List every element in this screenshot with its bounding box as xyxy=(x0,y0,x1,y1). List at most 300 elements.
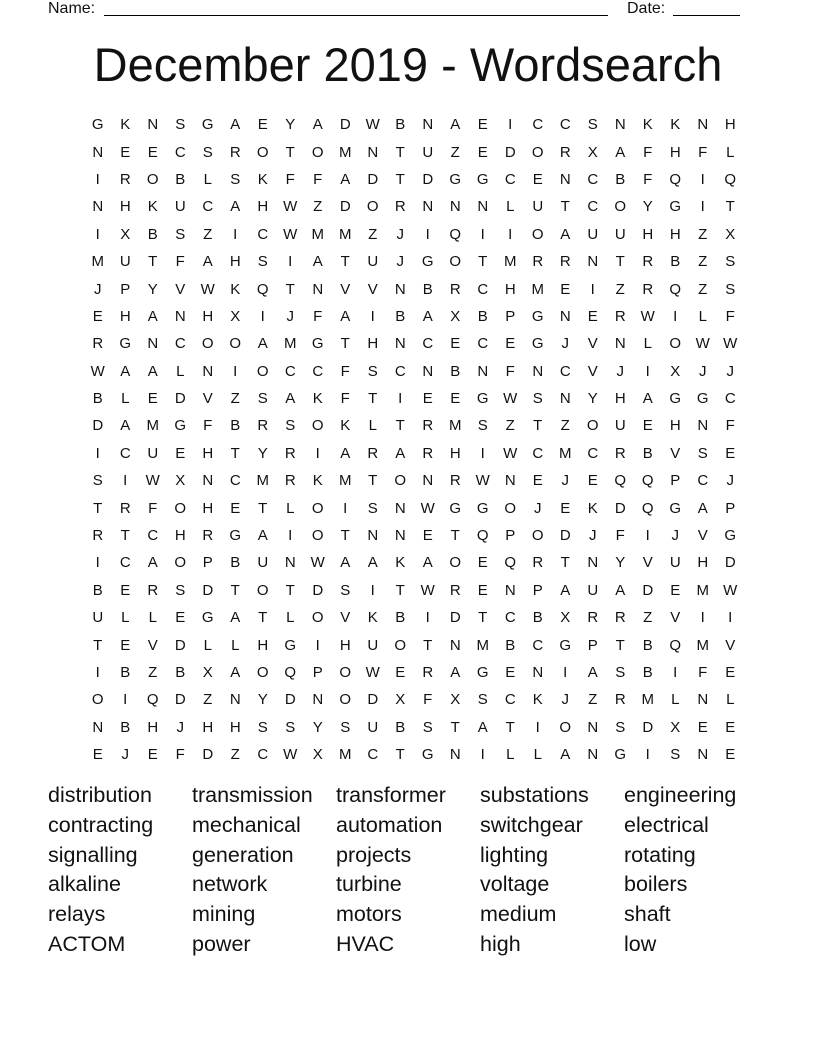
grid-letter: A xyxy=(312,253,323,271)
grid-letter: P xyxy=(505,307,516,325)
grid-letter: S xyxy=(725,253,736,271)
grid-letter: I xyxy=(95,170,100,188)
grid-letter: Z xyxy=(505,417,515,435)
grid-letter: I xyxy=(315,636,320,654)
word-item: switchgear xyxy=(480,812,583,837)
grid-letter: V xyxy=(367,280,378,298)
grid-letter: I xyxy=(590,280,595,298)
grid-letter: T xyxy=(285,280,295,298)
grid-letter: A xyxy=(147,362,158,380)
grid-letter: B xyxy=(395,116,406,134)
grid-letter: W xyxy=(283,198,298,216)
grid-letter: F xyxy=(643,143,653,161)
grid-letter: T xyxy=(615,253,625,271)
grid-letter: C xyxy=(504,691,516,709)
grid-letter: H xyxy=(339,636,351,654)
grid-letter: R xyxy=(229,143,241,161)
grid-letter: I xyxy=(95,444,100,462)
grid-letter: P xyxy=(505,527,516,545)
grid-letter: T xyxy=(258,499,268,517)
grid-letter: W xyxy=(145,472,160,490)
grid-letter: G xyxy=(476,390,489,408)
grid-letter: D xyxy=(202,581,214,599)
grid-letter: I xyxy=(123,691,128,709)
grid-letter: E xyxy=(175,609,186,627)
grid-letter: W xyxy=(503,444,518,462)
grid-letter: B xyxy=(230,554,241,572)
grid-letter: O xyxy=(201,335,214,353)
grid-letter: E xyxy=(697,718,708,736)
grid-letter: A xyxy=(395,444,406,462)
grid-letter: R xyxy=(422,417,434,435)
grid-letter: Q xyxy=(724,170,737,188)
grid-letter: W xyxy=(365,116,380,134)
grid-letter: S xyxy=(257,390,268,408)
grid-letter: N xyxy=(422,198,434,216)
grid-letter: N xyxy=(312,691,324,709)
grid-letter: O xyxy=(311,499,324,517)
grid-letter: N xyxy=(422,362,434,380)
grid-letter: R xyxy=(642,280,654,298)
grid-letter: U xyxy=(367,253,379,271)
grid-letter: N xyxy=(532,362,544,380)
grid-letter: D xyxy=(202,746,214,764)
grid-letter: Y xyxy=(587,390,598,408)
word-item: medium xyxy=(480,902,557,927)
grid-letter: Z xyxy=(588,691,598,709)
grid-letter: R xyxy=(422,664,434,681)
grid-letter: W xyxy=(640,307,655,325)
grid-letter: G xyxy=(614,746,627,764)
grid-letter: D xyxy=(339,116,351,134)
grid-letter: S xyxy=(285,718,296,736)
grid-letter: J xyxy=(396,253,404,271)
grid-letter: E xyxy=(477,116,488,134)
grid-letter: N xyxy=(504,472,516,490)
grid-letter: L xyxy=(671,691,680,709)
grid-letter: Z xyxy=(698,280,708,298)
grid-letter: B xyxy=(450,362,461,380)
grid-letter: R xyxy=(202,527,214,545)
grid-row xyxy=(84,714,744,741)
grid-letter: I xyxy=(563,664,568,681)
grid-letter: D xyxy=(339,198,351,216)
grid-letter: N xyxy=(92,718,104,736)
grid-letter: N xyxy=(559,170,571,188)
grid-letter: N xyxy=(559,307,571,325)
grid-letter: L xyxy=(203,170,212,188)
grid-letter: Q xyxy=(669,170,682,188)
grid-letter: A xyxy=(615,143,626,161)
grid-letter: S xyxy=(587,116,598,134)
grid-letter: C xyxy=(559,116,571,134)
grid-letter: T xyxy=(505,718,515,736)
grid-letter: C xyxy=(587,198,599,216)
grid-letter: N xyxy=(229,691,241,709)
grid-letter: T xyxy=(450,718,460,736)
grid-letter: R xyxy=(614,691,626,709)
grid-letter: E xyxy=(92,746,103,764)
grid-letter: A xyxy=(230,116,241,134)
grid-letter: G xyxy=(696,390,709,408)
grid-row xyxy=(84,522,744,549)
grid-letter: E xyxy=(725,444,736,462)
grid-letter: A xyxy=(560,581,571,599)
grid-letter: S xyxy=(725,280,736,298)
grid-letter: T xyxy=(478,609,488,627)
grid-letter: F xyxy=(175,253,185,271)
word-item: signalling xyxy=(48,842,138,867)
grid-letter: X xyxy=(202,664,213,681)
grid-letter: S xyxy=(257,253,268,271)
grid-letter: W xyxy=(695,335,710,353)
grid-letter: Q xyxy=(669,280,682,298)
grid-letter: E xyxy=(450,335,461,353)
grid-letter: N xyxy=(147,335,159,353)
grid-letter: I xyxy=(370,581,375,599)
grid-letter: N xyxy=(697,746,709,764)
grid-row xyxy=(84,385,744,412)
grid-letter: L xyxy=(698,307,707,325)
grid-letter: Q xyxy=(476,527,489,545)
grid-letter: K xyxy=(340,417,351,435)
grid-letter: M xyxy=(559,444,572,462)
grid-letter: C xyxy=(422,335,434,353)
grid-letter: N xyxy=(422,472,434,490)
grid-letter: E xyxy=(587,307,598,325)
grid-letter: T xyxy=(230,581,240,599)
grid-letter: V xyxy=(340,280,351,298)
grid-letter: C xyxy=(229,472,241,490)
grid-letter: R xyxy=(614,444,626,462)
grid-letter: Y xyxy=(615,554,626,572)
grid-letter: H xyxy=(229,718,241,736)
date-field[interactable] xyxy=(673,15,740,16)
grid-letter: W xyxy=(283,746,298,764)
grid-letter: Z xyxy=(313,198,323,216)
word-item: generation xyxy=(192,842,294,867)
grid-letter: H xyxy=(174,527,186,545)
grid-letter: V xyxy=(670,609,681,627)
grid-letter: U xyxy=(532,198,544,216)
grid-letter: H xyxy=(202,444,214,462)
word-item: low xyxy=(624,931,657,956)
grid-letter: I xyxy=(535,718,540,736)
grid-letter: X xyxy=(450,307,461,325)
grid-letter: G xyxy=(421,746,434,764)
grid-letter: N xyxy=(449,636,461,654)
grid-letter: S xyxy=(477,417,488,435)
grid-letter: H xyxy=(202,718,214,736)
grid-letter: E xyxy=(725,718,736,736)
grid-letter: L xyxy=(726,691,735,709)
grid-letter: L xyxy=(368,417,377,435)
grid-letter: R xyxy=(449,280,461,298)
grid-row xyxy=(84,221,744,248)
grid-letter: S xyxy=(202,143,213,161)
grid-letter: V xyxy=(587,335,598,353)
grid-letter: O xyxy=(559,718,572,736)
grid-letter: E xyxy=(560,280,571,298)
grid-letter: Q xyxy=(641,472,654,490)
grid-letter: T xyxy=(395,581,405,599)
grid-letter: G xyxy=(449,499,462,517)
grid-letter: R xyxy=(394,198,406,216)
grid-letter: C xyxy=(587,170,599,188)
grid-row xyxy=(84,358,744,385)
grid-letter: O xyxy=(311,417,324,435)
grid-letter: C xyxy=(477,335,489,353)
grid-letter: E xyxy=(642,417,653,435)
grid-letter: F xyxy=(698,143,708,161)
grid-letter: M xyxy=(146,417,159,435)
grid-letter: I xyxy=(315,444,320,462)
grid-letter: J xyxy=(396,225,404,243)
grid-letter: N xyxy=(422,116,434,134)
grid-letter: L xyxy=(506,198,515,216)
grid-letter: E xyxy=(725,664,736,681)
grid-letter: B xyxy=(92,390,103,408)
grid-letter: E xyxy=(120,581,131,599)
grid-letter: E xyxy=(92,307,103,325)
grid-letter: X xyxy=(175,472,186,490)
grid-letter: C xyxy=(367,746,379,764)
grid-letter: T xyxy=(93,499,103,517)
grid-letter: Q xyxy=(146,691,159,709)
grid-letter: H xyxy=(147,718,159,736)
grid-letter: B xyxy=(395,718,406,736)
grid-letter: U xyxy=(174,198,186,216)
grid-letter: K xyxy=(367,609,378,627)
grid-letter: H xyxy=(669,143,681,161)
grid-letter: T xyxy=(258,609,268,627)
grid-letter: S xyxy=(175,581,186,599)
grid-letter: U xyxy=(587,225,599,243)
grid-letter: D xyxy=(724,554,736,572)
grid-letter: B xyxy=(120,718,131,736)
grid-row xyxy=(84,631,744,658)
grid-letter: D xyxy=(449,609,461,627)
grid-letter: Z xyxy=(698,225,708,243)
grid-letter: A xyxy=(422,554,433,572)
grid-letter: B xyxy=(92,581,103,599)
grid-letter: P xyxy=(587,636,598,654)
grid-row xyxy=(84,741,744,768)
grid-letter: D xyxy=(367,170,379,188)
grid-letter: T xyxy=(340,253,350,271)
grid-letter: J xyxy=(286,307,294,325)
grid-letter: K xyxy=(257,170,268,188)
grid-letter: C xyxy=(504,170,516,188)
grid-letter: Z xyxy=(203,225,213,243)
name-field[interactable] xyxy=(104,15,608,16)
grid-letter: J xyxy=(671,527,679,545)
grid-letter: N xyxy=(587,746,599,764)
grid-letter: H xyxy=(202,307,214,325)
grid-letter: J xyxy=(121,746,129,764)
grid-letter: R xyxy=(559,143,571,161)
grid-letter: I xyxy=(645,746,650,764)
grid-letter: D xyxy=(504,143,516,161)
grid-letter: A xyxy=(340,170,351,188)
grid-letter: E xyxy=(120,143,131,161)
grid-letter: N xyxy=(394,527,406,545)
grid-row xyxy=(84,686,744,713)
grid-letter: P xyxy=(725,499,736,517)
grid-letter: Y xyxy=(147,280,158,298)
word-item: mining xyxy=(192,902,256,927)
grid-row xyxy=(84,166,744,193)
word-item: high xyxy=(480,931,521,956)
grid-letter: A xyxy=(615,581,626,599)
grid-letter: W xyxy=(420,581,435,599)
grid-letter: C xyxy=(394,362,406,380)
grid-letter: H xyxy=(257,198,269,216)
grid-letter: D xyxy=(422,170,434,188)
grid-letter: W xyxy=(420,499,435,517)
grid-letter: I xyxy=(700,170,705,188)
grid-letter: C xyxy=(312,362,324,380)
grid-letter: B xyxy=(532,609,543,627)
grid-letter: S xyxy=(175,116,186,134)
grid-letter: W xyxy=(723,335,738,353)
grid-letter: T xyxy=(395,417,405,435)
grid-letter: I xyxy=(673,307,678,325)
grid-letter: M xyxy=(641,691,654,709)
grid-letter: A xyxy=(560,225,571,243)
grid-letter: R xyxy=(92,527,104,545)
grid-letter: A xyxy=(422,307,433,325)
grid-letter: R xyxy=(119,170,131,188)
grid-letter: D xyxy=(284,691,296,709)
grid-letter: F xyxy=(725,417,735,435)
grid-letter: G xyxy=(476,499,489,517)
grid-letter: E xyxy=(505,335,516,353)
page-title: December 2019 - Wordsearch xyxy=(93,38,723,91)
grid-letter: B xyxy=(147,225,158,243)
grid-letter: T xyxy=(560,198,570,216)
grid-letter: A xyxy=(120,417,131,435)
grid-letter: D xyxy=(367,691,379,709)
grid-letter: I xyxy=(95,225,100,243)
grid-letter: V xyxy=(725,636,736,654)
grid-letter: C xyxy=(202,198,214,216)
grid-letter: D xyxy=(174,390,186,408)
grid-row xyxy=(84,577,744,604)
grid-letter: O xyxy=(449,253,462,271)
grid-letter: V xyxy=(340,609,351,627)
grid-letter: K xyxy=(230,280,241,298)
grid-letter: K xyxy=(147,198,158,216)
grid-letter: S xyxy=(697,444,708,462)
grid-letter: M xyxy=(449,417,462,435)
grid-letter: O xyxy=(311,143,324,161)
grid-letter: X xyxy=(450,691,461,709)
grid-letter: B xyxy=(120,664,131,681)
grid-letter: I xyxy=(480,444,485,462)
grid-letter: P xyxy=(312,664,323,681)
grid-letter: F xyxy=(725,307,735,325)
grid-letter: P xyxy=(532,581,543,599)
grid-letter: A xyxy=(312,116,323,134)
grid-letter: I xyxy=(233,225,238,243)
grid-letter: A xyxy=(450,664,461,681)
grid-letter: B xyxy=(642,444,653,462)
grid-letter: S xyxy=(670,746,681,764)
grid-letter: J xyxy=(534,499,542,517)
grid-letter: O xyxy=(394,472,407,490)
grid-letter: E xyxy=(477,581,488,599)
grid-letter: Z xyxy=(450,143,460,161)
grid-letter: D xyxy=(559,527,571,545)
grid-letter: O xyxy=(669,335,682,353)
grid-letter: L xyxy=(231,636,240,654)
grid-letter: T xyxy=(725,198,735,216)
word-item: alkaline xyxy=(48,872,121,897)
grid-letter: L xyxy=(643,335,652,353)
grid-letter: X xyxy=(120,225,131,243)
grid-letter: U xyxy=(119,253,131,271)
grid-letter: A xyxy=(450,116,461,134)
grid-letter: R xyxy=(119,499,131,517)
grid-letter: O xyxy=(256,581,269,599)
grid-letter: L xyxy=(506,746,515,764)
grid-letter: V xyxy=(202,390,213,408)
date-label: Date: xyxy=(627,0,666,17)
grid-letter: R xyxy=(532,253,544,271)
grid-letter: Q xyxy=(504,554,517,572)
grid-letter: V xyxy=(147,636,158,654)
grid-letter: W xyxy=(365,664,380,681)
grid-letter: D xyxy=(614,499,626,517)
grid-letter: T xyxy=(340,335,350,353)
grid-letter: V xyxy=(587,362,598,380)
word-item: transmission xyxy=(192,783,313,807)
grid-letter: C xyxy=(532,444,544,462)
grid-letter: O xyxy=(91,691,104,709)
grid-letter: O xyxy=(614,198,627,216)
word-item: turbine xyxy=(336,872,402,897)
grid-letter: N xyxy=(92,198,104,216)
grid-letter: N xyxy=(394,280,406,298)
grid-letter: X xyxy=(395,691,406,709)
grid-letter: F xyxy=(340,362,350,380)
grid-letter: Y xyxy=(285,116,296,134)
grid-letter: A xyxy=(120,362,131,380)
grid-letter: O xyxy=(531,527,544,545)
grid-letter: D xyxy=(642,581,654,599)
grid-row xyxy=(84,275,744,302)
grid-letter: E xyxy=(587,472,598,490)
grid-row xyxy=(84,440,744,467)
grid-letter: U xyxy=(587,581,599,599)
word-item: ACTOM xyxy=(48,931,126,956)
grid-letter: M xyxy=(339,225,352,243)
grid-letter: A xyxy=(147,554,158,572)
grid-letter: F xyxy=(340,390,350,408)
grid-letter: N xyxy=(312,280,324,298)
grid-letter: J xyxy=(561,691,569,709)
grid-letter: E xyxy=(147,390,158,408)
grid-letter: Q xyxy=(641,499,654,517)
grid-letter: I xyxy=(673,664,678,681)
grid-letter: L xyxy=(121,390,130,408)
grid-letter: M xyxy=(696,581,709,599)
grid-letter: G xyxy=(669,390,682,408)
grid-letter: E xyxy=(505,664,516,681)
grid-letter: T xyxy=(368,472,378,490)
grid-letter: C xyxy=(587,444,599,462)
